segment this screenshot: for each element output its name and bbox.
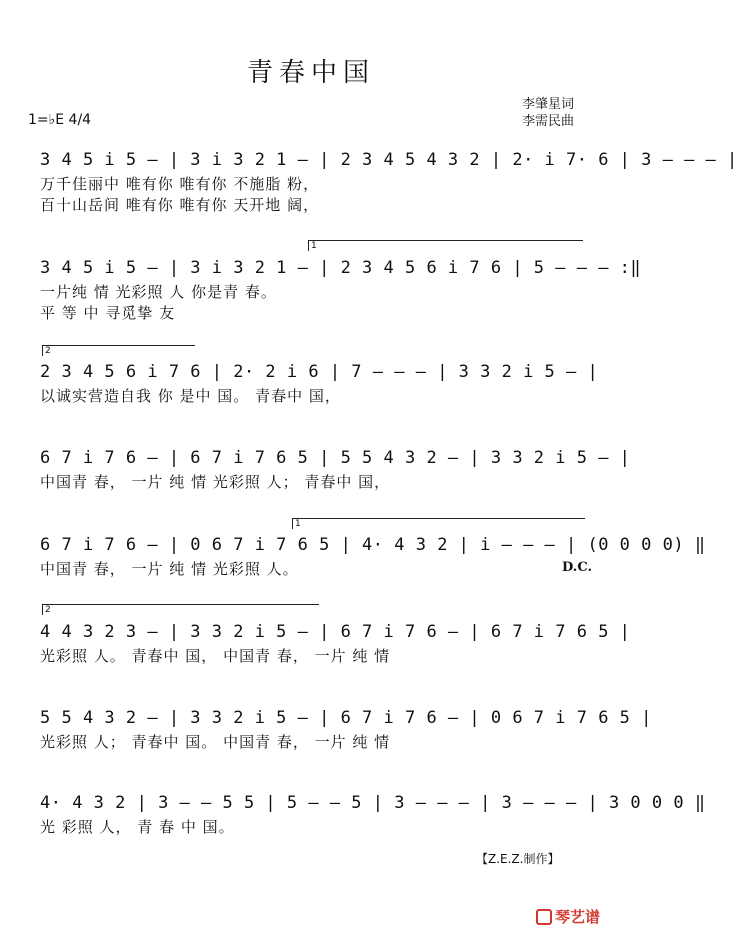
lyric-line: 万千佳丽中 唯有你 唯有你 不施脂 粉， xyxy=(40,175,320,193)
lyric-line: 中国青 春， 一片 纯 情 光彩照 人。 xyxy=(40,560,299,578)
brand-logo[interactable] xyxy=(536,906,600,927)
lyricist: 李肇星词 xyxy=(522,97,575,112)
score-system-5 xyxy=(40,535,706,580)
key-signature: 1=♭E 4/4 xyxy=(28,112,92,128)
composer: 李需民曲 xyxy=(522,114,575,129)
notation-line: 2 3 4 5 6 i 7 6 | 2· 2 i 6 | 7 – – – | 3 3 2 i 5 – | xyxy=(40,362,599,382)
da-capo-mark: D.C. xyxy=(562,560,592,575)
score-system-2 xyxy=(40,258,642,324)
notation-line: 4 4 3 2 3 – | 3 3 2 i 5 – | 6 7 i 7 6 – | 6 7 i 7 6 5 | xyxy=(40,622,631,642)
notation-line: 5 5 4 3 2 – | 3 3 2 i 5 – | 6 7 i 7 6 – | 0 6 7 i 7 6 5 | xyxy=(40,708,652,728)
volta-second: 2 xyxy=(42,604,319,615)
notation-line: 6 7 i 7 6 – | 0 6 7 i 7 6 5 | 4· 4 3 2 | i – – – | (0 0 0 0) ‖ xyxy=(40,535,706,555)
volta-second: 2 xyxy=(42,345,195,356)
notation-line: 6 7 i 7 6 – | 6 7 i 7 6 5 | 5 5 4 3 2 – | 3 3 2 i 5 – | xyxy=(40,448,631,468)
score-system-3 xyxy=(40,362,599,407)
score-system-6 xyxy=(40,622,631,667)
score-system-1 xyxy=(40,150,738,216)
lyric-line: 光彩照 人； 青春中 国。 中国青 春， 一片 纯 情 xyxy=(40,733,391,751)
credits xyxy=(522,96,574,130)
score-system-4 xyxy=(40,448,631,493)
lyric-line: 中国青 春， 一片 纯 情 光彩照 人； 青春中 国， xyxy=(40,473,391,491)
score-system-8 xyxy=(40,793,706,838)
lyric-line: 光彩照 人。 青春中 国， 中国青 春， 一片 纯 情 xyxy=(40,647,391,665)
lyric-line: 一片纯 情 光彩照 人 你是青 春。 xyxy=(40,283,277,301)
notation-line: 4· 4 3 2 | 3 – – 5 5 | 5 – – 5 | 3 – – – | 3 – – – | 3 0 0 0 ‖ xyxy=(40,793,706,813)
maker-credit: 【Z.E.Z.制作】 xyxy=(476,852,560,866)
lyric-line: 光 彩照 人， 青 春 中 国。 xyxy=(40,818,235,836)
volta-first: 1 xyxy=(308,240,583,251)
lyric-line: 平 等 中 寻觅挚 友 xyxy=(40,304,176,322)
lyric-line: 百十山岳间 唯有你 唯有你 天开地 阔， xyxy=(40,196,320,214)
lyric-line: 以诚实营造自我 你 是中 国。 青春中 国， xyxy=(40,387,341,405)
brand-name: 琴艺谱 xyxy=(555,908,601,926)
score-system-7 xyxy=(40,708,652,753)
volta-first: 1 xyxy=(292,518,585,529)
brand-logo-icon xyxy=(536,909,552,925)
song-title: 青春中国 xyxy=(246,58,375,88)
notation-line: 3 4 5 i 5 – | 3 i 3 2 1 – | 2 3 4 5 6 i 7 6 | 5 – – – :‖ xyxy=(40,258,642,278)
notation-line: 3 4 5 i 5 – | 3 i 3 2 1 – | 2 3 4 5 4 3 2 | 2· i 7· 6 | 3 – – – | xyxy=(40,150,738,170)
